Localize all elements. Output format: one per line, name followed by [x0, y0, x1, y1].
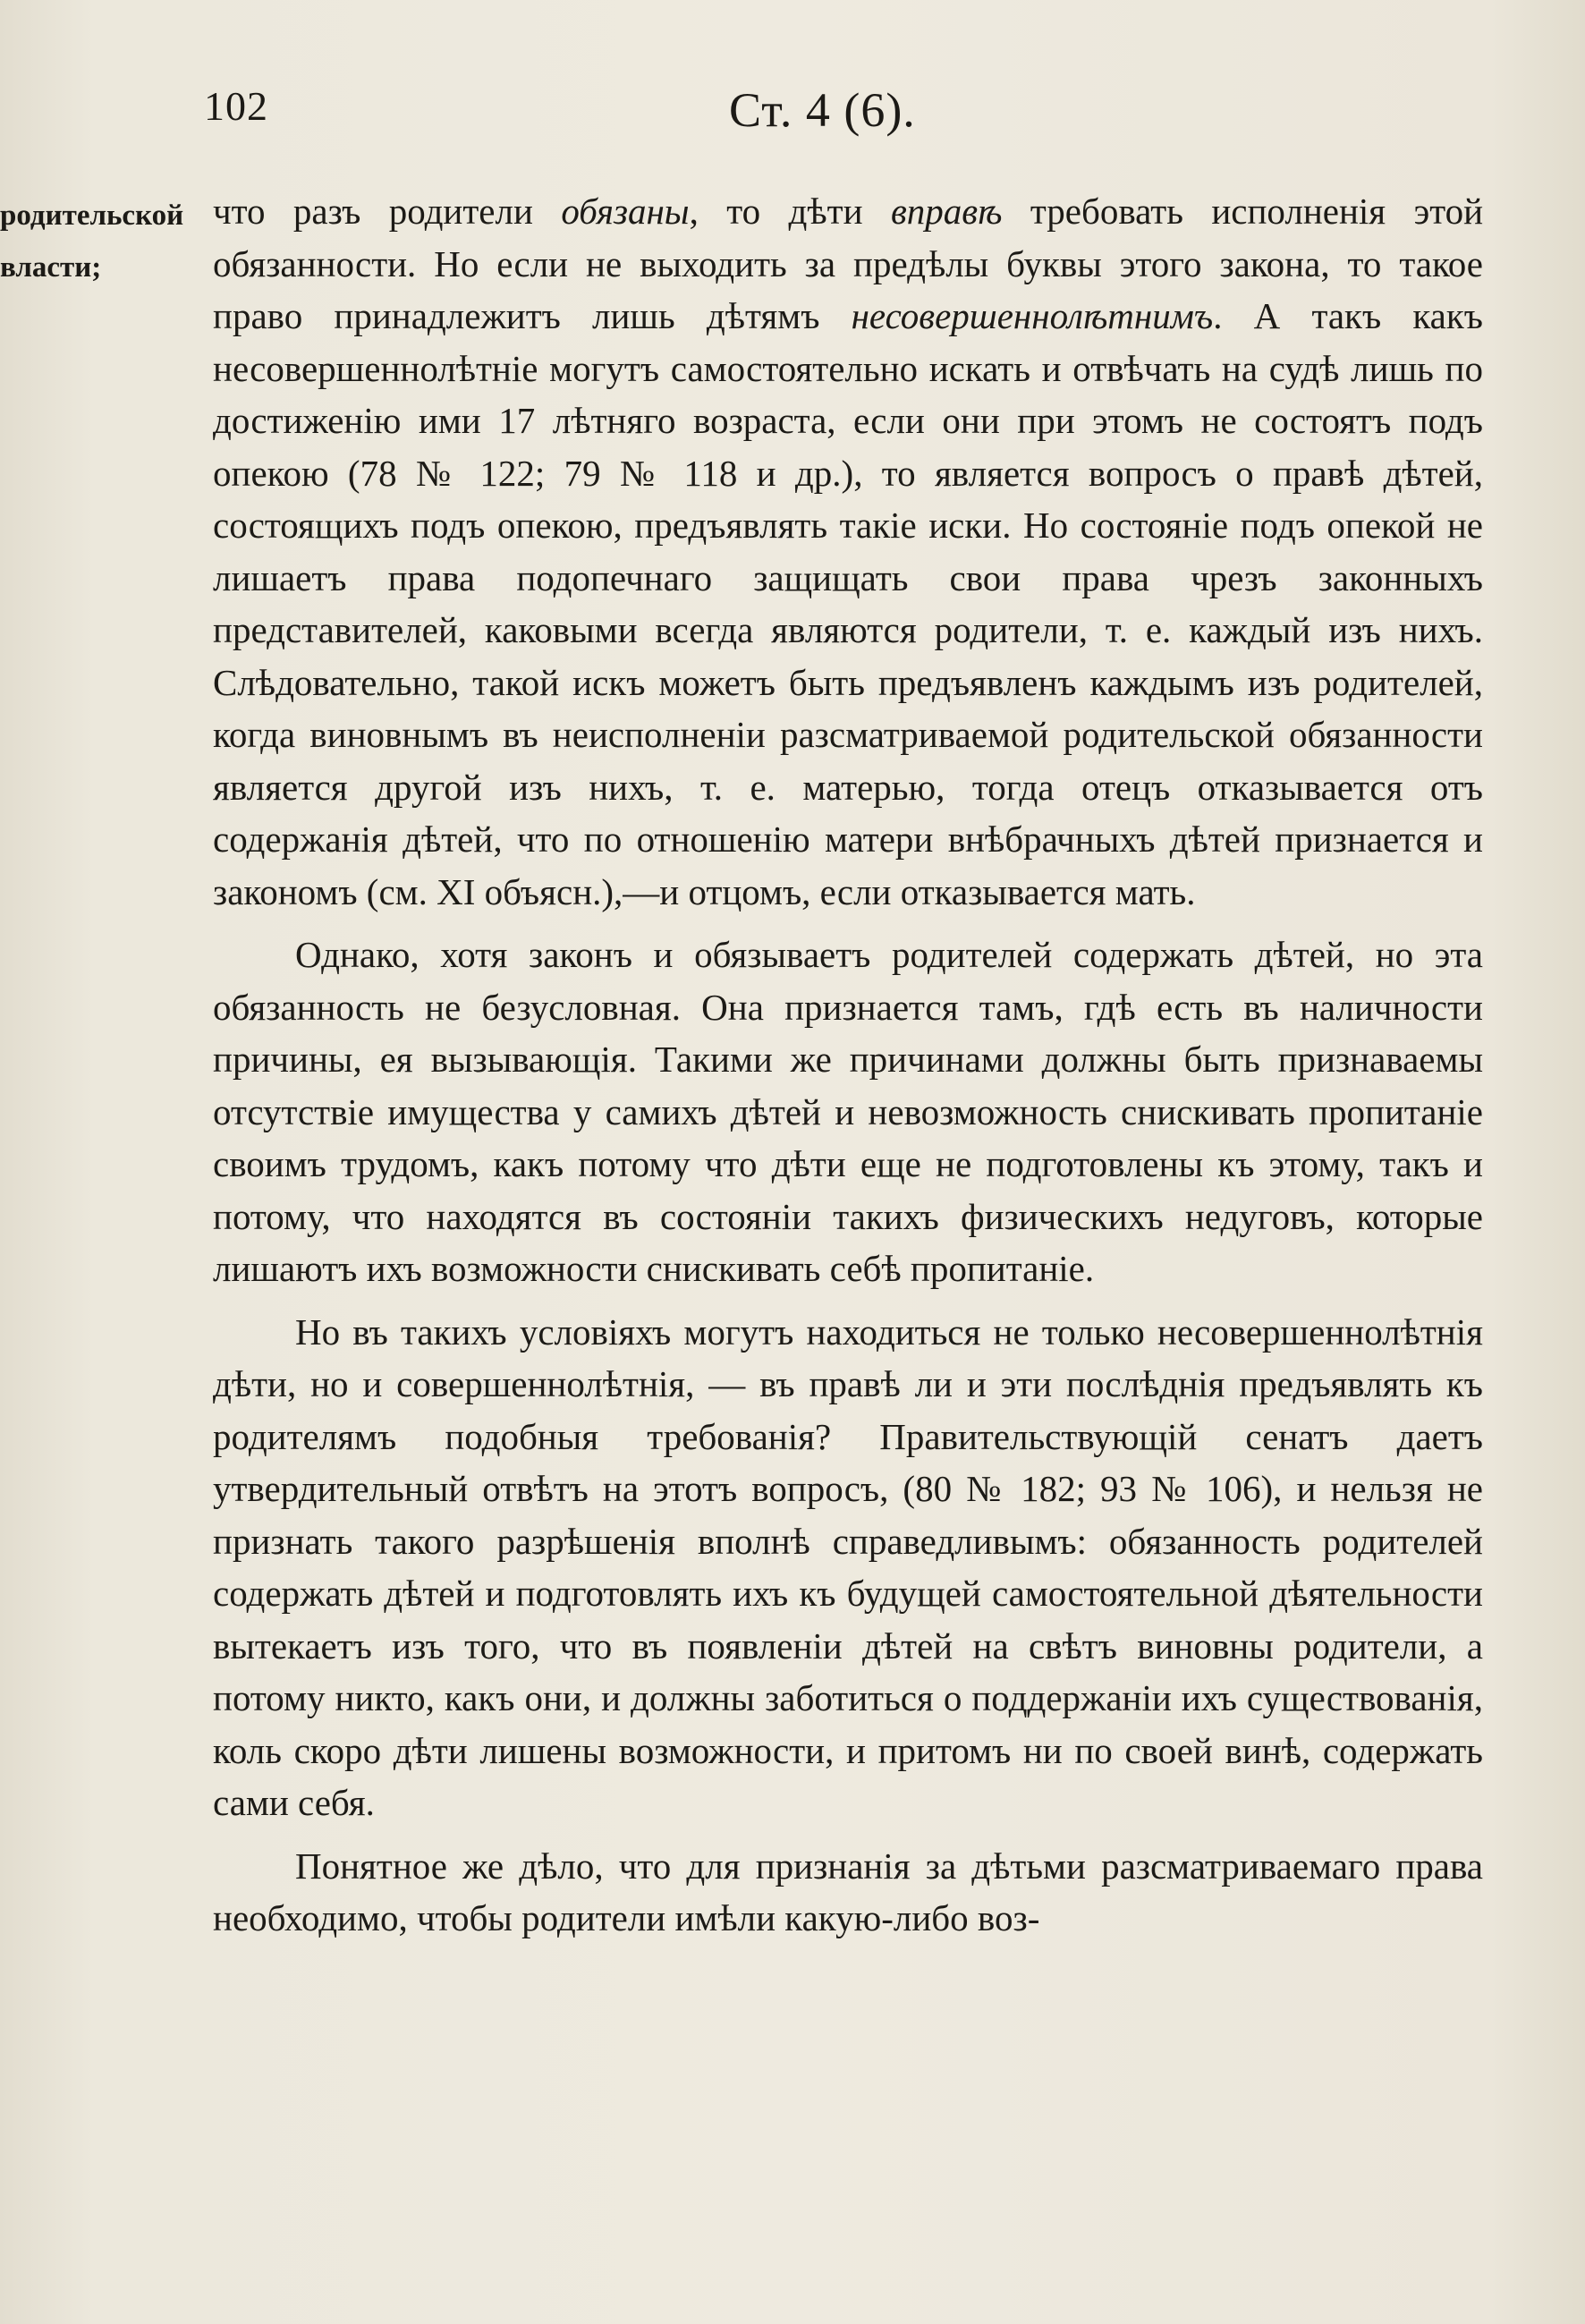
italic-text: вправѣ [890, 191, 1003, 232]
text-run: . А такъ какъ несовершеннолѣтніе могутъ самостоятельно искать и отвѣчать на судѣ лишь по достиженію ими 17 лѣтняго возраста, если они при этомъ не состоятъ подъ опекою (78 № 122; 79 № 118 и др.), то является вопросъ о правѣ дѣтей, состоящихъ подъ опекою, предъявлять такіе иски. Но состояніе подъ опекой не лишаетъ права подопечнаго защищать свои права чрезъ законныхъ представителей, каковыми всегда являются родители, т. е. каждый изъ нихъ. Слѣдовательно, такой искъ можетъ быть предъявленъ каждымъ изъ родителей, когда виновнымъ въ неисполненіи разсматриваемой родительской обязанности является другой изъ нихъ, т. е. матерью, тогда отецъ отказывается отъ содержанія дѣтей, что по отношенію матери внѣбрачныхъ дѣтей признается и закономъ (см. XI объясн.),—и отцомъ, если отказывается мать. [213, 295, 1483, 912]
paragraph: Понятное же дѣло, что для признанія за дѣтьми разсматриваемаго права необходимо, чтобы родители имѣли какую-либо воз- [213, 1845, 1483, 1938]
page-header [0, 82, 1585, 145]
text-run: требовать исполненія этой обязанности. Но если не выходить за предѣлы буквы этого закона, то такое право принадлежитъ лишь дѣтямъ [213, 191, 1484, 336]
text-run: что разъ родители [213, 191, 562, 232]
paragraph: Но въ такихъ условіяхъ могутъ находиться не только несовершеннолѣтнія дѣти, но и совершеннолѣтнія, — въ правѣ ли и эти послѣднія предъявлять къ родителямъ подобныя требованія? Правительствующій сенатъ даетъ утвердительный отвѣтъ на этотъ вопросъ, (80 № 182; 93 № 106), и нельзя не признать такого разрѣшенія вполнѣ справедливымъ: обязанность родителей содержать дѣтей и подготовлять ихъ къ будущей самостоятельной дѣятельности вытекаетъ изъ того, что въ появленіи дѣтей на свѣтъ виновны родители, а потому никто, какъ они, и должны заботиться о поддержаніи ихъ существованія, коль скоро дѣти лишены возможности, и притомъ ни по своей винѣ, содержать сами себя. [213, 1310, 1483, 1823]
italic-text: несовершеннолѣтнимъ [851, 295, 1214, 336]
margin-note-line: власти; [0, 251, 102, 284]
italic-text: обязаны [561, 191, 690, 232]
paragraph: Однако, хотя законъ и обязываетъ родителей содержать дѣтей, но эта обязанность не безусловная. Она признается тамъ, гдѣ есть въ наличности причины, ея вызывающія. Такими же причинами должны быть признаваемы отсутствіе имущества у самихъ дѣтей и невозможность снискивать пропитаніе своимъ трудомъ, какъ потому что дѣти еще не подготовлены къ этому, такъ и потому, что находятся въ состояніи такихъ физическихъ недуговъ, которые лишаютъ ихъ возможности снискивать себѣ пропитаніе. [213, 934, 1483, 1289]
page-number: 102 [204, 83, 268, 129]
text-run: , то дѣти [689, 191, 891, 232]
margin-note-line: родительской [0, 199, 184, 232]
margin-note [0, 190, 204, 293]
paragraph [213, 185, 1483, 918]
running-head: Ст. 4 (6). [729, 83, 916, 137]
body-text [213, 185, 1483, 1945]
